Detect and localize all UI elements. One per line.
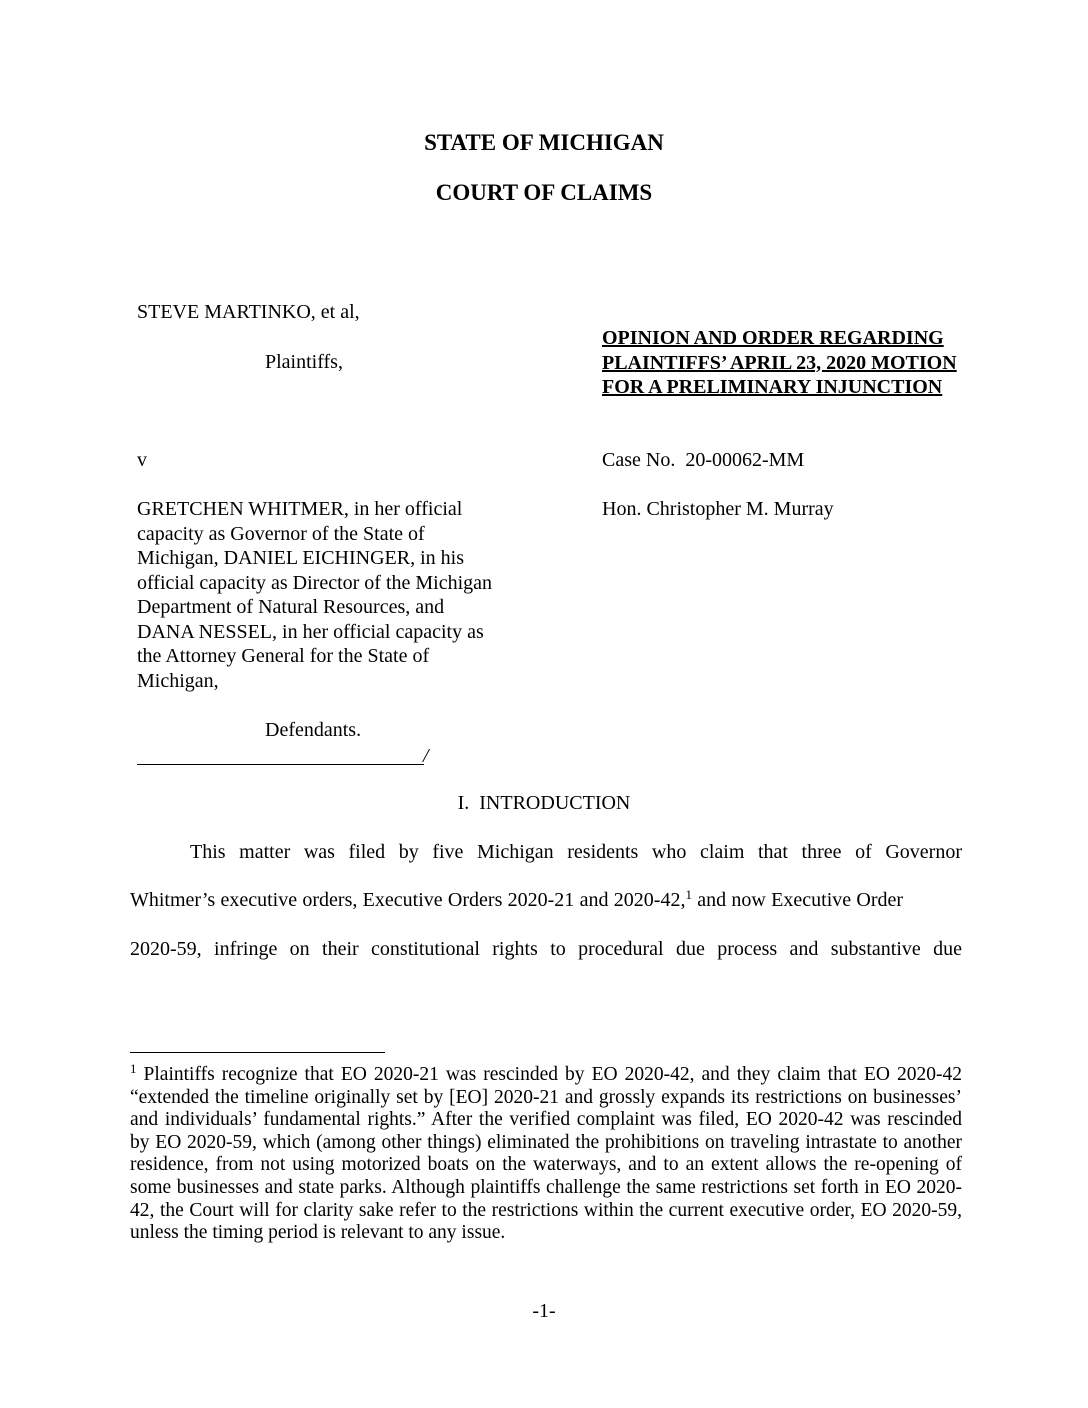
plaintiff-name: STEVE MARTINKO, et al, [137, 301, 360, 323]
footnote-text: Plaintiffs recognize that EO 2020-21 was rescinded by EO 2020-42, and they claim that EO 2020-42 “extended the timeline originally set by [EO] 2020-21 and grossly expands its restrictions on businesses’ and individuals’ fundamental rights.” After the verified complaint was filed, EO 2020-42 was rescinded by EO 2020-59, which (among other things) eliminated the prohibitions on traveling intrastate to another residence, from not using motorized boats on the waterways, and to an extent allows the re-opening of some businesses and state parks. Although plaintiffs challenge the same restrictions set forth in EO 2020-42, the Court will for clarity sake refer to the restrictions within the current executive order, EO 2020-59, unless the timing period is relevant to any issue. [130, 1064, 962, 1244]
defendants-block [137, 497, 537, 693]
body-text: Whitmer’s executive orders, Executive Orders 2020-21 and 2020-42, [130, 889, 686, 911]
footnote [130, 1061, 962, 1245]
opinion-title-line: FOR A PRELIMINARY INJUNCTION [602, 376, 943, 398]
defendant-role: Defendants. [265, 719, 362, 741]
defendants-line: the Attorney General for the State of [137, 645, 430, 667]
footnote-marker: 1 [130, 1061, 137, 1076]
opinion-title-line: OPINION AND ORDER REGARDING [602, 327, 944, 349]
plaintiff-role: Plaintiffs, [265, 351, 343, 373]
versus: v [137, 449, 147, 471]
body-line [130, 888, 962, 912]
defendants-line: DANA NESSEL, in her official capacity as [137, 620, 484, 643]
section-heading: I. INTRODUCTION [457, 792, 631, 814]
court-heading: COURT OF CLAIMS [435, 180, 653, 205]
page-number: -1- [532, 1300, 556, 1322]
defendants-line: GRETCHEN WHITMER, in her official [137, 498, 463, 520]
judge-name: Hon. Christopher M. Murray [602, 498, 834, 520]
defendants-line: Department of Natural Resources, and [137, 596, 445, 618]
caption-underline [137, 764, 424, 765]
opinion-title [602, 326, 1002, 400]
defendants-line: Michigan, DANIEL EICHINGER, in his [137, 547, 464, 569]
defendants-line: Michigan, [137, 669, 219, 692]
defendants-line: capacity as Governor of the State of [137, 522, 425, 545]
body-line: 2020-59, infringe on their constitutional rights to procedural due process and substantive due [130, 938, 962, 960]
case-number: Case No. 20-00062-MM [602, 449, 805, 471]
footnote-divider [130, 1052, 385, 1053]
defendants-line: official capacity as Director of the Michigan [137, 571, 493, 594]
caption-slash: / [423, 745, 429, 767]
footnote-ref: 1 [685, 887, 692, 902]
body-line: This matter was filed by five Michigan residents who claim that three of Governor [190, 841, 962, 863]
opinion-title-line: PLAINTIFFS’ APRIL 23, 2020 MOTION [602, 351, 957, 374]
state-heading: STATE OF MICHIGAN [424, 130, 664, 155]
body-text: and now Executive Order [691, 889, 904, 911]
